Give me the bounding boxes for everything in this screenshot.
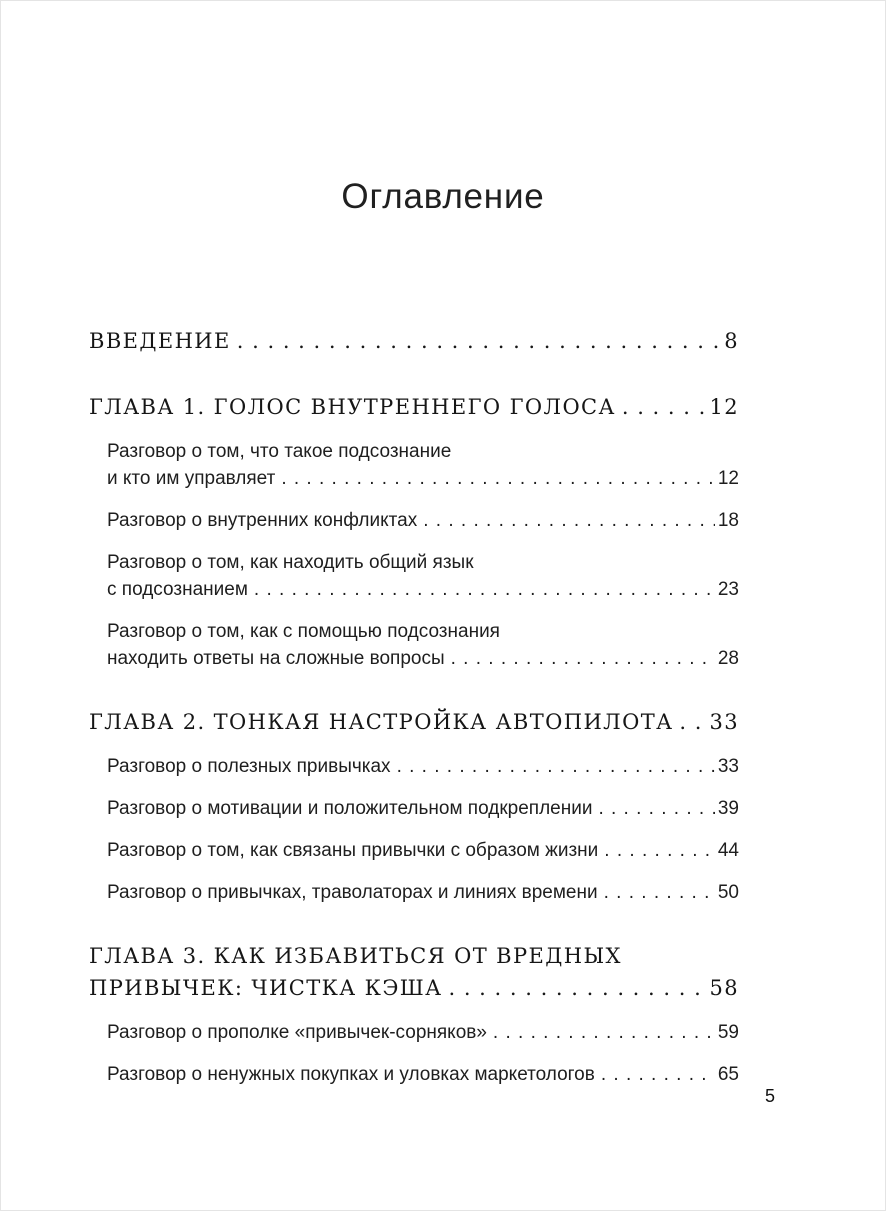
- dot-leader: [493, 1019, 715, 1046]
- toc-entry-line: [107, 549, 739, 576]
- toc-entry-label: Разговор о том, как находить общий язык: [107, 552, 474, 573]
- toc-entry-line: [89, 325, 739, 357]
- toc-entry-label: Разговор о ненужных покупках и уловках маркетологов: [107, 1064, 595, 1085]
- toc-entry-page: 12: [717, 468, 739, 489]
- toc-entry-label: ВВЕДЕНИЕ: [89, 329, 231, 353]
- toc-entry-label: ГЛАВА 1. ГОЛОС ВНУТРЕННЕГО ГОЛОСА: [89, 395, 616, 419]
- dot-leader: [397, 753, 715, 780]
- toc-entry-label: Разговор о внутренних конфликтах: [107, 510, 418, 531]
- toc-entry-page: 18: [717, 510, 739, 531]
- toc-entry-page: 23: [717, 579, 739, 600]
- dot-leader: [604, 879, 715, 906]
- toc-entry[interactable]: [89, 879, 739, 906]
- dot-leader: [598, 795, 714, 822]
- toc-list: [89, 325, 739, 1088]
- toc-entry-page: 8: [724, 329, 739, 353]
- toc-entry-line: [107, 795, 739, 822]
- toc-entry-line: [89, 391, 739, 423]
- toc-entry-page: 12: [709, 395, 739, 419]
- toc-entry-line: [89, 706, 739, 738]
- toc-entry-line: [107, 1019, 739, 1046]
- toc-entry-page: 33: [709, 710, 739, 734]
- toc-entry-line: [107, 438, 739, 465]
- dot-leader: [604, 837, 715, 864]
- toc-entry[interactable]: [89, 706, 739, 738]
- toc-entry[interactable]: [89, 618, 739, 672]
- toc-entry-page: 44: [717, 840, 739, 861]
- toc-entry-label: Разговор о том, как связаны привычки с образом жизни: [107, 840, 599, 861]
- dot-leader: [423, 507, 715, 534]
- toc-entry-label: с подсознанием: [107, 579, 248, 600]
- dot-leader: [448, 972, 706, 1004]
- dot-leader: [237, 325, 721, 357]
- toc-entry[interactable]: [89, 549, 739, 603]
- toc-entry[interactable]: [89, 1061, 739, 1088]
- dot-leader: [601, 1061, 715, 1088]
- toc-entry-line: [107, 753, 739, 780]
- dot-leader: [254, 576, 715, 603]
- toc-entry-page: 50: [717, 882, 739, 903]
- toc-entry-page: 28: [717, 648, 739, 669]
- toc-entry-label: ГЛАВА 3. КАК ИЗБАВИТЬСЯ ОТ ВРЕДНЫХ: [89, 944, 622, 968]
- dot-leader: [679, 706, 706, 738]
- page-number: 5: [764, 1086, 775, 1106]
- toc-entry-label: Разговор о мотивации и положительном подкреплении: [107, 798, 593, 819]
- toc-entry-label: Разговор о привычках, траволаторах и линиях времени: [107, 882, 598, 903]
- toc-entry[interactable]: [89, 753, 739, 780]
- page-title: Оглавление: [341, 177, 545, 216]
- toc-entry-line: [107, 879, 739, 906]
- toc-entry-line: [107, 618, 739, 645]
- toc-entry[interactable]: [89, 391, 739, 423]
- toc-entry-page: 65: [717, 1064, 739, 1085]
- toc-entry-line: [107, 576, 739, 603]
- toc-entry[interactable]: [89, 837, 739, 864]
- toc-entry-page: 58: [709, 976, 739, 1000]
- toc-entry-page: 39: [717, 798, 739, 819]
- toc-entry-label: и кто им управляет: [107, 468, 276, 489]
- dot-leader: [451, 645, 715, 672]
- toc-entry[interactable]: [89, 438, 739, 492]
- toc-entry-label: Разговор о том, как с помощью подсознания: [107, 621, 500, 642]
- toc-entry[interactable]: [89, 325, 739, 357]
- toc-entry[interactable]: [89, 940, 739, 1004]
- toc-entry-line: [89, 972, 739, 1004]
- toc-entry-label: ГЛАВА 2. ТОНКАЯ НАСТРОЙКА АВТОПИЛОТА: [89, 710, 674, 734]
- dot-leader: [622, 391, 707, 423]
- toc-entry-line: [107, 1061, 739, 1088]
- toc-entry-line: [89, 940, 739, 972]
- toc-entry[interactable]: [89, 1019, 739, 1046]
- toc-entry-label: Разговор о том, что такое подсознание: [107, 441, 452, 462]
- dot-leader: [281, 465, 715, 492]
- toc-entry-line: [107, 837, 739, 864]
- toc-entry-line: [107, 645, 739, 672]
- toc-entry[interactable]: [89, 507, 739, 534]
- toc-entry-label: Разговор о прополке «привычек-сорняков»: [107, 1022, 487, 1043]
- toc-entry-page: 59: [717, 1022, 739, 1043]
- toc-entry-line: [107, 507, 739, 534]
- toc-entry-line: [107, 465, 739, 492]
- toc-entry-label: находить ответы на сложные вопросы: [107, 648, 445, 669]
- toc-entry-label: ПРИВЫЧЕК: ЧИСТКА КЭША: [89, 976, 443, 1000]
- toc-entry-page: 33: [717, 756, 739, 777]
- toc-entry[interactable]: [89, 795, 739, 822]
- toc-entry-label: Разговор о полезных привычках: [107, 756, 391, 777]
